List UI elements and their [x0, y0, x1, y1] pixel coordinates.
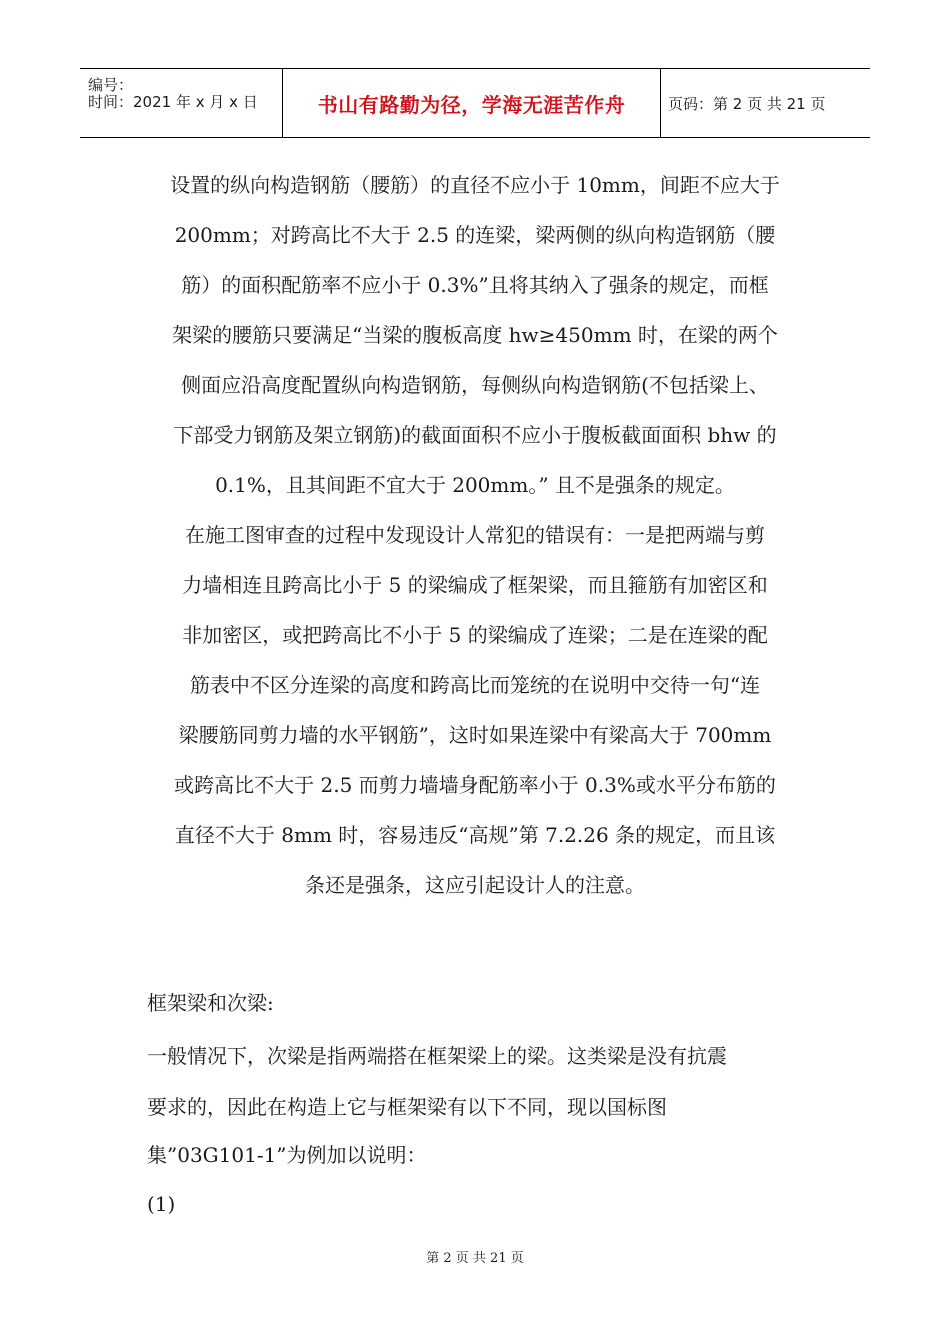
body-line: 0.1%，且其间距不宜大于 200mm。” 且不是强条的规定。 — [215, 473, 735, 497]
body-line: 或跨高比不大于 2.5 而剪力墙墙身配筋率小于 0.3%或水平分布筋的 — [174, 773, 776, 797]
body-line: 非加密区，或把跨高比不小于 5 的梁编成了连梁；二是在连梁的配 — [182, 623, 768, 647]
page-footer: 第 2 页 共 21 页 — [426, 1251, 524, 1266]
body-line: 设置的纵向构造钢筋（腰筋）的直径不应小于 10mm，间距不应大于 — [170, 173, 780, 197]
body-line: 力墙相连且跨高比小于 5 的梁编成了框架梁，而且箍筋有加密区和 — [182, 573, 768, 597]
section-line: 一般情况下，次梁是指两端搭在框架梁上的梁。这类梁是没有抗震 — [147, 1044, 727, 1068]
body-line: 直径不大于 8mm 时，容易违反“高规”第 7.2.26 条的规定，而且该 — [174, 823, 776, 847]
document-header — [80, 68, 870, 138]
body-line: 200mm；对跨高比不大于 2.5 的连梁，梁两侧的纵向构造钢筋（腰 — [174, 223, 776, 247]
body-line: 在施工图审查的过程中发现设计人常犯的错误有：一是把两端与剪 — [185, 523, 765, 547]
body-line: 筋）的面积配筋率不应小于 0.3%”且将其纳入了强条的规定，而框 — [181, 273, 769, 297]
header-page-cell — [660, 69, 870, 137]
page-label: 页码：第 2 页 共 21 页 — [668, 94, 826, 113]
time-label: 时间：2021 年 x 月 x 日 — [88, 93, 258, 111]
section-line: 集”03G101-1”为例加以说明： — [147, 1143, 427, 1167]
body-line: 条还是强条，这应引起设计人的注意。 — [305, 873, 645, 897]
header-meta — [80, 69, 282, 137]
section-heading: 框架梁和次梁: — [147, 991, 274, 1015]
section-line: (1) — [147, 1192, 176, 1216]
body-line: 架梁的腰筋只要满足“当梁的腹板高度 hw≥450mm 时，在梁的两个 — [172, 323, 778, 347]
body-line: 筋表中不区分连梁的高度和跨高比而笼统的在说明中交待一句“连 — [189, 673, 761, 697]
body-line: 侧面应沿高度配置纵向构造钢筋，每侧纵向构造钢筋(不包括梁上、 — [181, 373, 769, 397]
body-line: 梁腰筋同剪力墙的水平钢筋”，这时如果连梁中有梁高大于 700mm — [178, 723, 772, 747]
motto-text: 书山有路勤为径，学海无涯苦作舟 — [317, 92, 626, 117]
section-line: 要求的，因此在构造上它与框架梁有以下不同，现以国标图 — [147, 1095, 667, 1119]
body-line: 下部受力钢筋及架立钢筋)的截面面积不应小于腹板截面面积 bhw 的 — [173, 423, 777, 447]
number-label: 编号： — [88, 76, 134, 94]
header-motto-cell — [282, 69, 661, 137]
